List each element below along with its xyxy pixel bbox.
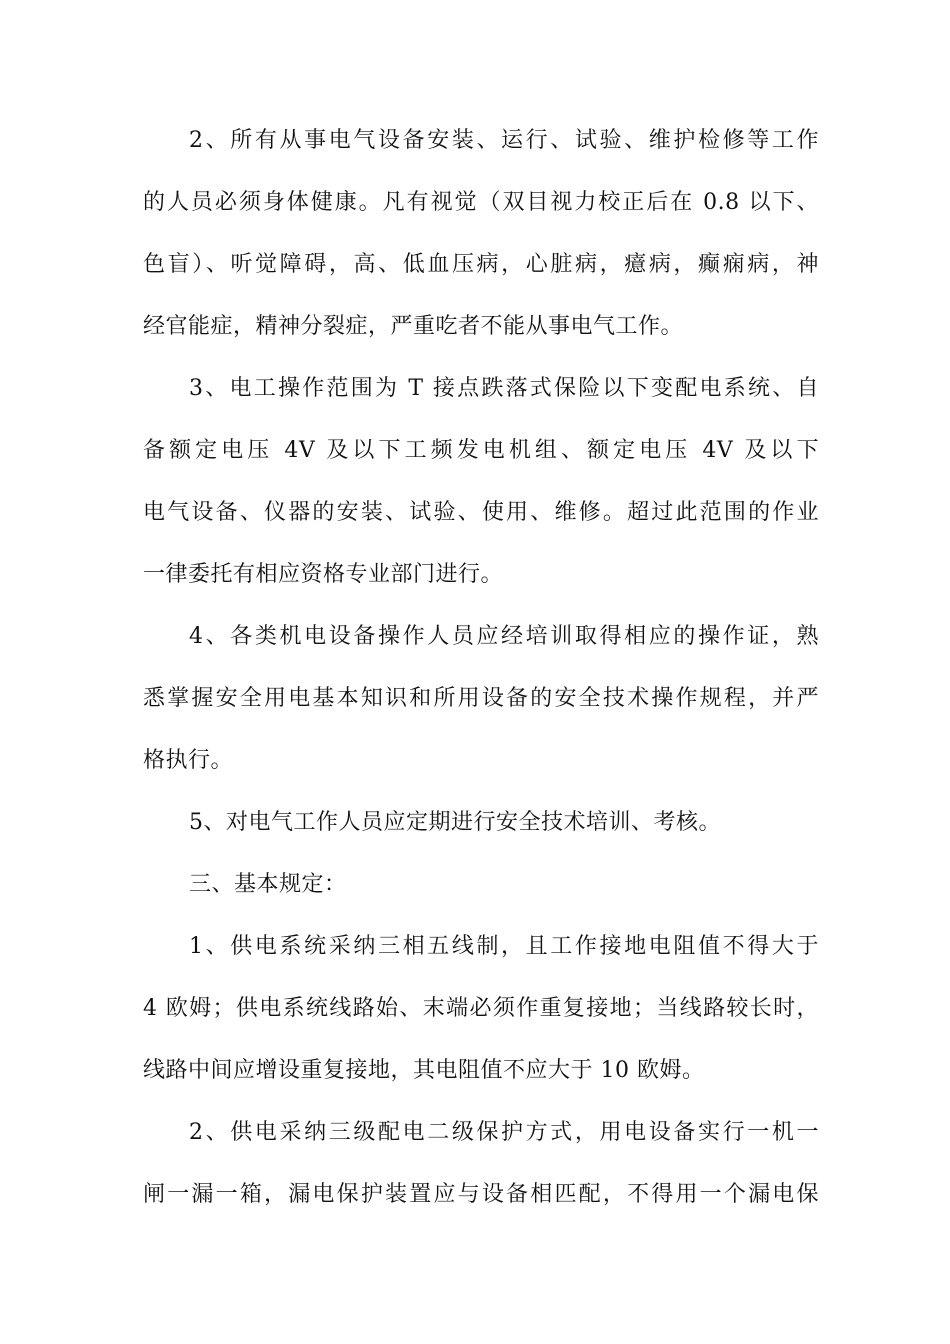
- paragraph: [143, 854, 819, 916]
- text-line: 备额定电压 4V 及以下工频发电机组、额定电压 4V 及以下: [143, 438, 819, 463]
- paragraph: [143, 358, 819, 606]
- paragraph: [143, 110, 819, 358]
- paragraph: [143, 916, 819, 1102]
- paragraph: [143, 1102, 819, 1226]
- text-line: 三、基本规定：: [189, 872, 347, 897]
- text-line: 一律委托有相应资格专业部门进行。: [143, 562, 504, 587]
- text-line: 3、电工操作范围为 T 接点跌落式保险以下变配电系统、自: [189, 376, 819, 401]
- text-line: 4、各类机电设备操作人员应经培训取得相应的操作证，熟: [189, 624, 819, 649]
- text-line: 2、供电采纳三级配电二级保护方式，用电设备实行一机一: [189, 1120, 819, 1145]
- text-line: 的人员必须身体健康。凡有视觉（双目视力校正后在 0.8 以下、: [143, 190, 819, 215]
- text-line: 电气设备、仪器的安装、试验、使用、维修。超过此范围的作业: [143, 500, 819, 525]
- paragraph: [143, 606, 819, 792]
- text-line: 4 欧姆；供电系统线路始、末端必须作重复接地；当线路较长时，: [143, 996, 819, 1021]
- text-line: 闸一漏一箱，漏电保护装置应与设备相匹配，不得用一个漏电保: [143, 1182, 819, 1207]
- document-body: [143, 110, 819, 1226]
- text-line: 色盲）、听觉障碍，高、低血压病，心脏病，癔病，癫痫病，神: [143, 252, 819, 277]
- text-line: 格执行。: [143, 748, 234, 773]
- text-line: 线路中间应增设重复接地，其电阻值不应大于 10 欧姆。: [143, 1058, 705, 1083]
- text-line: 5、对电气工作人员应定期进行安全技术培训、考核。: [189, 810, 721, 835]
- text-line: 悉掌握安全用电基本知识和所用设备的安全技术操作规程，并严: [143, 686, 819, 711]
- text-line: 1、供电系统采纳三相五线制，且工作接地电阻值不得大于: [189, 934, 819, 959]
- text-line: 经官能症，精神分裂症，严重吃者不能从事电气工作。: [143, 314, 684, 339]
- paragraph: [143, 792, 819, 854]
- text-line: 2、所有从事电气设备安装、运行、试验、维护检修等工作: [189, 128, 819, 153]
